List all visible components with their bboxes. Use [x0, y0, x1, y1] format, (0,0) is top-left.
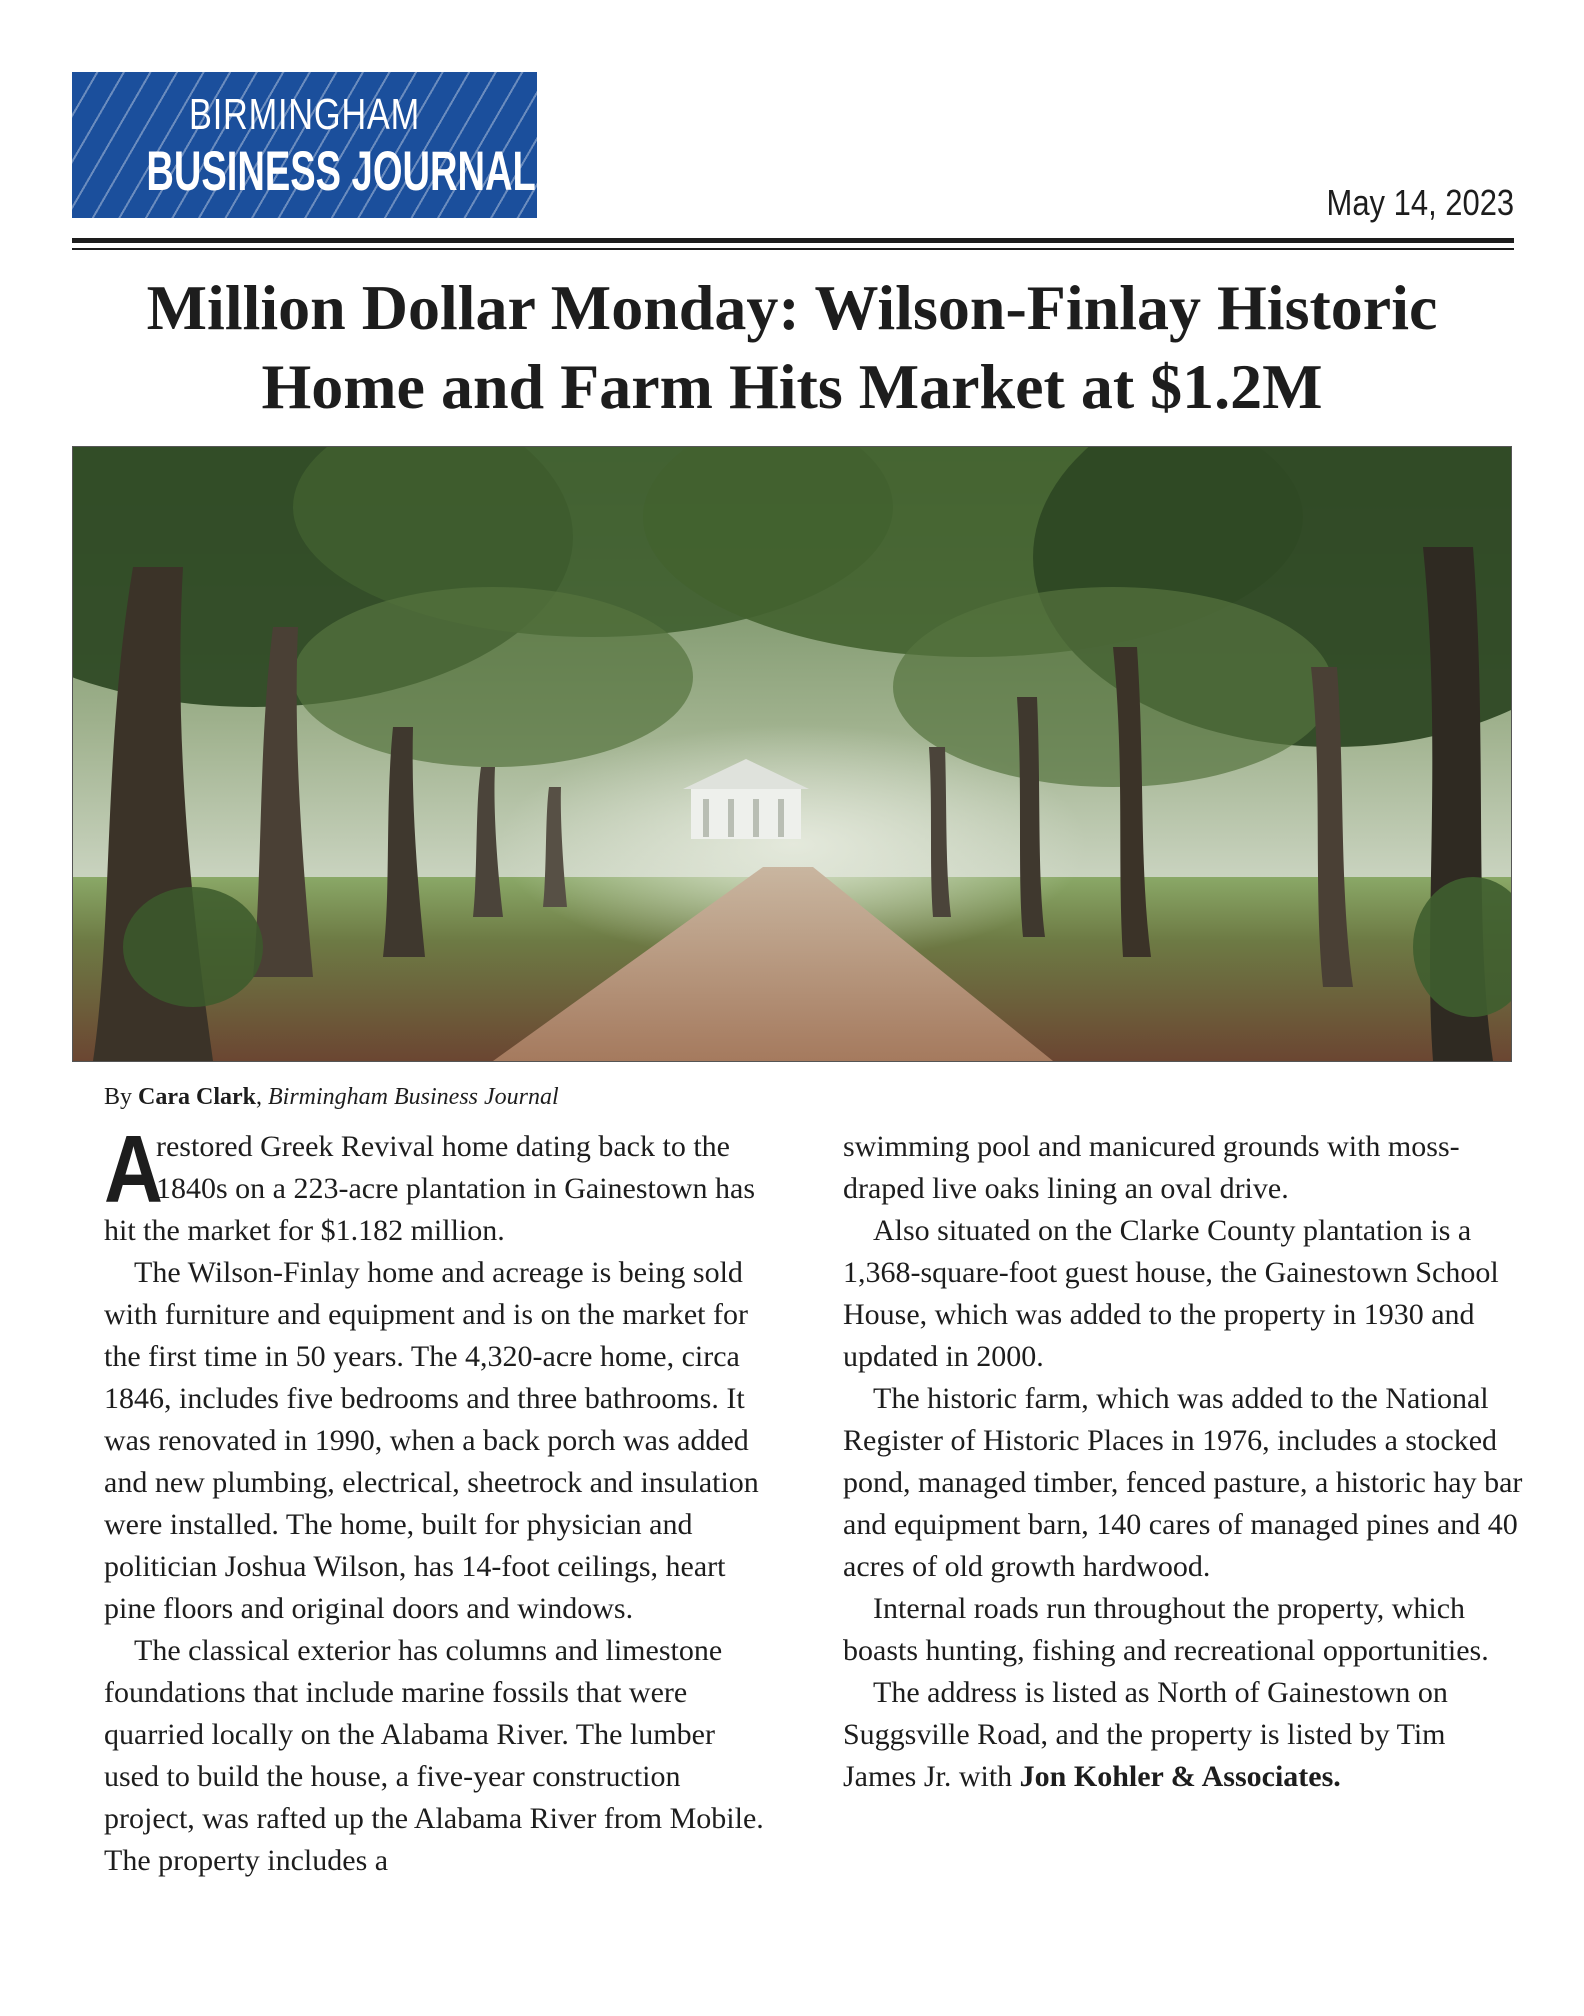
- article-paragraph-4: Also situated on the Clarke County plantation is a 1,368-square-foot guest house, the Gainestown School House, which was added to the property in 1930 and updated in 2000.: [843, 1214, 1499, 1373]
- masthead-line-2: BUSINESS JOURNAL: [146, 139, 536, 202]
- masthead-logo: [72, 72, 537, 218]
- article-paragraph-3-continued: swimming pool and manicured grounds with moss-draped live oaks lining an oval drive.: [843, 1130, 1460, 1205]
- byline-separator: ,: [256, 1084, 268, 1110]
- headline: Million Dollar Monday: Wilson-Finlay Historic Home and Farm Hits Market at $1.2M: [146, 272, 1438, 422]
- paragraph-1-text: restored Greek Revival home dating back to the 1840s on a 223-acre plantation in Gainestown has hit the market for $1.182 million.: [104, 1130, 756, 1247]
- article-paragraph-7: [843, 1672, 1523, 1798]
- article-paragraph-6: Internal roads run throughout the property, which boasts hunting, fishing and recreational opportunities.: [843, 1592, 1489, 1667]
- header-rule-thin: [72, 248, 1514, 250]
- header-rule-thick: [72, 238, 1514, 243]
- article-paragraph-5: The historic farm, which was added to the National Register of Historic Places in 1976, includes a stocked pond, managed timber, fenced pasture, a historic hay bar and equipment barn, 140 cares of managed pines and 40 acres of old growth hardwood.: [843, 1382, 1523, 1583]
- byline: [104, 1084, 559, 1111]
- article-paragraph-1: [104, 1116, 772, 1252]
- publication-date: May 14, 2023: [1326, 182, 1514, 223]
- tree-lined-drive-image: [73, 447, 1511, 1061]
- drop-cap: A: [104, 1116, 163, 1223]
- paragraph-7-text: The address is listed as North of Gainestown on Suggsville Road, and the property is listed by Tim James Jr. with: [843, 1676, 1448, 1793]
- listing-agency: Jon Kohler & Associates.: [1019, 1760, 1341, 1793]
- article-column-left: [104, 1116, 772, 1882]
- article-paragraph-3: The classical exterior has columns and limestone foundations that include marine fossils that were quarried locally on the Alabama River. The lumber used to build the house, a five-year construction project, was rafted up the Alabama River from Mobile. The property includes a: [104, 1634, 764, 1877]
- article-paragraph-2: The Wilson-Finlay home and acreage is being sold with furniture and equipment and is on the market for the first time in 50 years. The 4,320-acre home, circa 1846, includes five bedrooms and three bathrooms. It was renovated in 1990, when a back porch was added and new plumbing, electrical, sheetrock and insulation were installed. The home, built for physician and politician Joshua Wilson, has 14-foot ceilings, heart pine floors and original doors and windows.: [104, 1256, 759, 1625]
- masthead-line-1: BIRMINGHAM: [189, 90, 420, 139]
- byline-prefix: By: [104, 1084, 139, 1110]
- article-column-right: [843, 1126, 1523, 1798]
- byline-author: Cara Clark: [138, 1084, 256, 1110]
- byline-publication: Birmingham Business Journal: [268, 1084, 559, 1110]
- article-photo: [72, 446, 1512, 1062]
